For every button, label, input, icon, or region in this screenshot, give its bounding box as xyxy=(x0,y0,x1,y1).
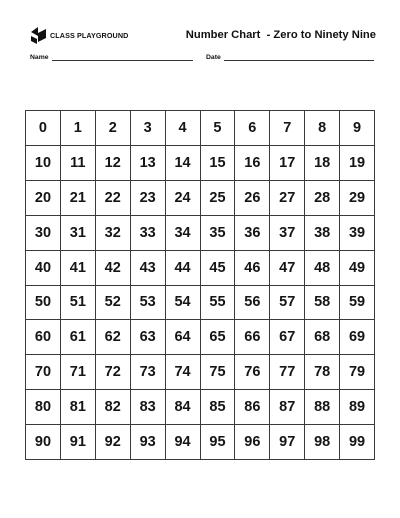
number-cell: 88 xyxy=(305,390,340,425)
number-cell: 81 xyxy=(61,390,96,425)
number-cell: 60 xyxy=(26,320,61,355)
number-cell: 49 xyxy=(340,251,375,286)
number-cell: 77 xyxy=(270,355,305,390)
number-cell: 58 xyxy=(305,286,340,321)
number-cell: 38 xyxy=(305,216,340,251)
number-cell: 13 xyxy=(131,146,166,181)
number-cell: 6 xyxy=(235,111,270,146)
number-cell: 40 xyxy=(26,251,61,286)
student-fields xyxy=(30,53,376,65)
number-cell: 46 xyxy=(235,251,270,286)
number-cell: 33 xyxy=(131,216,166,251)
number-cell: 72 xyxy=(96,355,131,390)
number-cell: 24 xyxy=(166,181,201,216)
number-cell: 5 xyxy=(201,111,236,146)
number-cell: 84 xyxy=(166,390,201,425)
number-cell: 64 xyxy=(166,320,201,355)
number-cell: 43 xyxy=(131,251,166,286)
number-cell: 42 xyxy=(96,251,131,286)
number-cell: 59 xyxy=(340,286,375,321)
number-cell: 53 xyxy=(131,286,166,321)
date-label: Date xyxy=(206,54,221,61)
brand-logo xyxy=(30,24,128,46)
number-cell: 17 xyxy=(270,146,305,181)
number-cell: 74 xyxy=(166,355,201,390)
number-cell: 7 xyxy=(270,111,305,146)
number-cell: 22 xyxy=(96,181,131,216)
number-cell: 55 xyxy=(201,286,236,321)
date-field[interactable] xyxy=(206,53,374,61)
number-cell: 92 xyxy=(96,425,131,460)
number-cell: 48 xyxy=(305,251,340,286)
number-cell: 61 xyxy=(61,320,96,355)
number-cell: 10 xyxy=(26,146,61,181)
number-cell: 44 xyxy=(166,251,201,286)
number-cell: 4 xyxy=(166,111,201,146)
name-line[interactable] xyxy=(52,53,193,61)
number-cell: 37 xyxy=(270,216,305,251)
number-cell: 89 xyxy=(340,390,375,425)
number-cell: 86 xyxy=(235,390,270,425)
number-cell: 45 xyxy=(201,251,236,286)
number-cell: 90 xyxy=(26,425,61,460)
name-label: Name xyxy=(30,54,49,61)
number-cell: 0 xyxy=(26,111,61,146)
number-cell: 78 xyxy=(305,355,340,390)
number-cell: 56 xyxy=(235,286,270,321)
page-title: Number Chart - Zero to Ninety Nine xyxy=(185,29,376,41)
number-cell: 23 xyxy=(131,181,166,216)
number-cell: 3 xyxy=(131,111,166,146)
number-cell: 8 xyxy=(305,111,340,146)
number-cell: 21 xyxy=(61,181,96,216)
number-cell: 71 xyxy=(61,355,96,390)
number-cell: 26 xyxy=(235,181,270,216)
number-cell: 12 xyxy=(96,146,131,181)
class-playground-logo-icon xyxy=(30,26,47,45)
number-cell: 31 xyxy=(61,216,96,251)
number-cell: 69 xyxy=(340,320,375,355)
number-cell: 65 xyxy=(201,320,236,355)
number-cell: 76 xyxy=(235,355,270,390)
number-cell: 16 xyxy=(235,146,270,181)
number-cell: 27 xyxy=(270,181,305,216)
number-cell: 1 xyxy=(61,111,96,146)
number-cell: 67 xyxy=(270,320,305,355)
number-cell: 96 xyxy=(235,425,270,460)
number-cell: 25 xyxy=(201,181,236,216)
number-cell: 41 xyxy=(61,251,96,286)
number-cell: 82 xyxy=(96,390,131,425)
number-cell: 85 xyxy=(201,390,236,425)
number-cell: 68 xyxy=(305,320,340,355)
number-cell: 63 xyxy=(131,320,166,355)
number-cell: 15 xyxy=(201,146,236,181)
number-cell: 29 xyxy=(340,181,375,216)
number-cell: 70 xyxy=(26,355,61,390)
number-cell: 9 xyxy=(340,111,375,146)
number-chart-grid xyxy=(25,110,375,460)
number-cell: 19 xyxy=(340,146,375,181)
number-cell: 30 xyxy=(26,216,61,251)
number-cell: 11 xyxy=(61,146,96,181)
number-cell: 2 xyxy=(96,111,131,146)
number-cell: 18 xyxy=(305,146,340,181)
number-cell: 73 xyxy=(131,355,166,390)
number-cell: 80 xyxy=(26,390,61,425)
number-cell: 20 xyxy=(26,181,61,216)
name-field[interactable] xyxy=(30,53,193,61)
number-cell: 75 xyxy=(201,355,236,390)
number-cell: 99 xyxy=(340,425,375,460)
number-cell: 52 xyxy=(96,286,131,321)
number-cell: 51 xyxy=(61,286,96,321)
number-cell: 14 xyxy=(166,146,201,181)
number-cell: 36 xyxy=(235,216,270,251)
number-cell: 94 xyxy=(166,425,201,460)
number-cell: 50 xyxy=(26,286,61,321)
number-cell: 47 xyxy=(270,251,305,286)
number-cell: 87 xyxy=(270,390,305,425)
number-cell: 93 xyxy=(131,425,166,460)
number-cell: 98 xyxy=(305,425,340,460)
number-cell: 62 xyxy=(96,320,131,355)
number-cell: 97 xyxy=(270,425,305,460)
number-cell: 95 xyxy=(201,425,236,460)
number-cell: 66 xyxy=(235,320,270,355)
number-cell: 35 xyxy=(201,216,236,251)
worksheet-header xyxy=(30,24,376,48)
number-cell: 54 xyxy=(166,286,201,321)
number-cell: 57 xyxy=(270,286,305,321)
date-line[interactable] xyxy=(224,53,374,61)
number-cell: 79 xyxy=(340,355,375,390)
number-cell: 34 xyxy=(166,216,201,251)
number-cell: 28 xyxy=(305,181,340,216)
brand-name: CLASS PLAYGROUND xyxy=(50,30,129,40)
number-cell: 91 xyxy=(61,425,96,460)
number-cell: 83 xyxy=(131,390,166,425)
number-cell: 32 xyxy=(96,216,131,251)
number-cell: 39 xyxy=(340,216,375,251)
